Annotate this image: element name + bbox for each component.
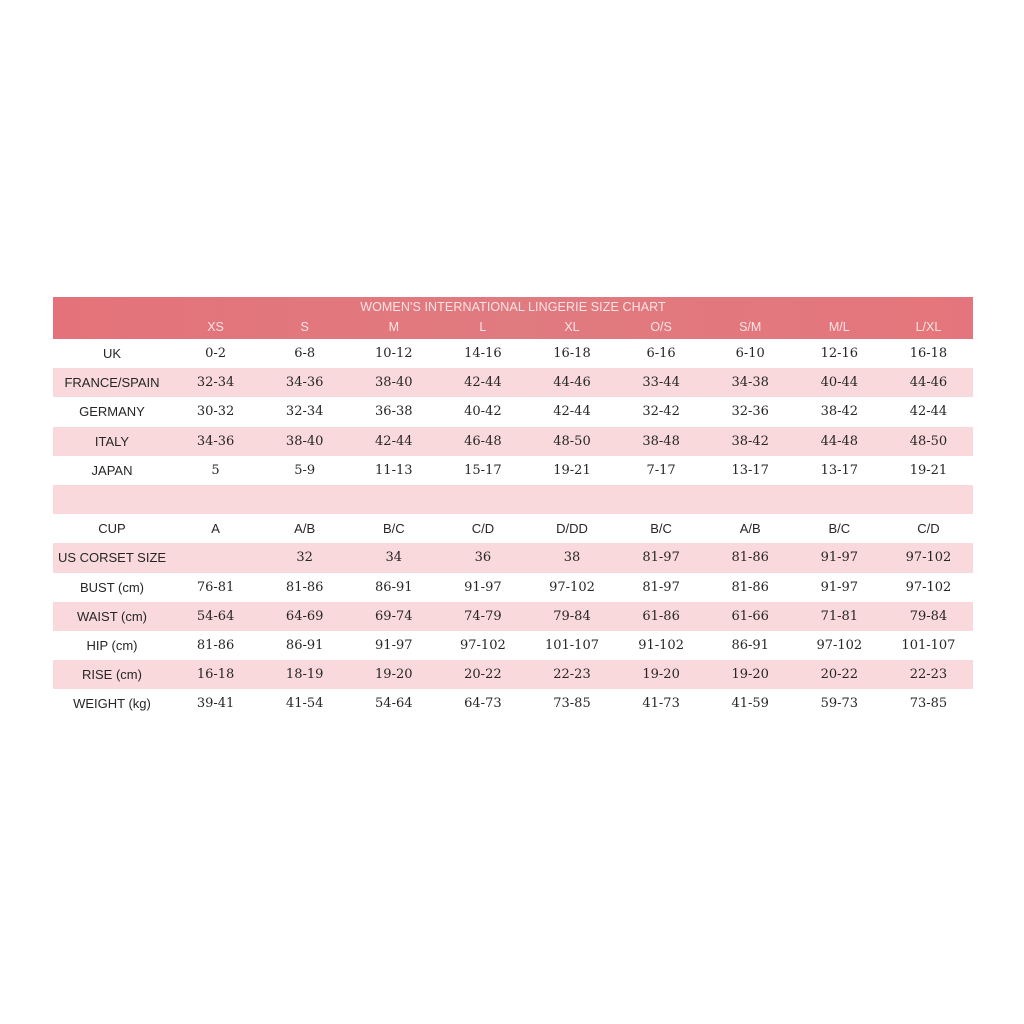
table-cell: 30-32: [196, 404, 235, 420]
table-cell: 16-18: [553, 346, 591, 362]
table-cell: 10-12: [375, 346, 413, 362]
table-cell: 76-81: [196, 579, 235, 595]
table-cell: 44-46: [553, 375, 591, 391]
table-cell: 81-97: [642, 550, 680, 566]
table-cell: 59-73: [820, 696, 859, 712]
table-cell: 42-44: [553, 404, 591, 420]
table-cell: 5: [211, 462, 220, 478]
table-cell: 18-19: [285, 667, 324, 683]
size-chart-table: [53, 297, 973, 718]
row-label: US CORSET SIZE: [57, 550, 167, 566]
row-label: WAIST (cm): [76, 608, 148, 624]
row-label: BUST (cm): [79, 579, 145, 595]
table-cell: 79-84: [909, 608, 948, 624]
table-cell: 6-8: [294, 346, 316, 362]
table-cell: 16-18: [196, 667, 235, 683]
table-cell: 91-97: [375, 637, 413, 653]
size-header: M: [388, 320, 399, 334]
table-cell: 19-20: [642, 667, 680, 683]
table-cell: 42-44: [464, 375, 502, 391]
table-cell: 32: [296, 550, 313, 566]
table-cell: 32-42: [642, 404, 680, 420]
table-cell: C/D: [471, 521, 495, 537]
table-cell: 97-102: [816, 637, 863, 653]
table-row: [53, 427, 973, 456]
table-cell: 0-2: [205, 346, 227, 362]
row-label: JAPAN: [91, 462, 133, 478]
size-header: XS: [207, 320, 224, 334]
table-cell: 69-74: [375, 608, 413, 624]
table-body: [53, 339, 973, 718]
table-cell: A/B: [294, 521, 316, 537]
size-header: S: [300, 320, 309, 334]
table-cell: 101-107: [544, 637, 599, 653]
size-header: XL: [564, 320, 580, 334]
table-cell: B/C: [828, 521, 851, 537]
table-cell: 14-16: [464, 346, 502, 362]
table-cell: 33-44: [642, 375, 680, 391]
table-cell: 38: [563, 550, 581, 566]
table-cell: 86-91: [285, 637, 324, 653]
table-cell: 6-16: [646, 346, 676, 362]
table-cell: 44-48: [820, 433, 859, 449]
table-cell: 81-86: [731, 550, 769, 566]
row-label: UK: [102, 346, 122, 362]
table-cell: 48-50: [553, 433, 591, 449]
table-cell: 38-42: [820, 404, 859, 420]
row-label: WEIGHT (kg): [73, 696, 151, 712]
size-header: L: [479, 320, 487, 334]
table-cell: 97-102: [460, 637, 506, 653]
table-cell: 73-85: [553, 696, 591, 712]
table-cell: 16-18: [909, 346, 948, 362]
table-cell: 81-86: [731, 579, 769, 595]
table-cell: 81-86: [196, 637, 235, 653]
chart-title: WOMEN'S INTERNATIONAL LINGERIE SIZE CHART: [360, 300, 666, 314]
table-cell: 42-44: [375, 433, 413, 449]
table-cell: 38-48: [642, 433, 680, 449]
table-cell: 64-73: [464, 696, 502, 712]
size-header: L/XL: [915, 320, 942, 334]
table-cell: 91-97: [820, 579, 859, 595]
table-cell: 34-38: [731, 375, 769, 391]
table-cell: 22-23: [909, 667, 948, 683]
table-cell: A/B: [739, 521, 761, 537]
table-cell: 36: [474, 550, 492, 566]
table-cell: 101-107: [901, 637, 956, 653]
table-header: [53, 297, 973, 339]
size-header: S/M: [739, 320, 762, 334]
table-cell: 44-46: [909, 375, 948, 391]
table-cell: 71-81: [820, 608, 859, 624]
table-cell: C/D: [917, 521, 940, 537]
table-cell: 38-40: [285, 433, 324, 449]
table-row: [53, 456, 973, 485]
table-cell: 19-20: [375, 667, 413, 683]
table-row: [53, 485, 973, 514]
table-cell: B/C: [382, 521, 405, 537]
table-cell: 91-97: [464, 579, 502, 595]
table-cell: D/DD: [556, 521, 588, 537]
table-cell: 20-22: [464, 667, 502, 683]
table-cell: 40-42: [464, 404, 502, 420]
row-label: FRANCE/SPAIN: [64, 375, 160, 391]
size-header: M/L: [828, 320, 850, 334]
table-row: [53, 689, 973, 718]
row-label: HIP (cm): [86, 637, 138, 653]
table-row: [53, 660, 973, 689]
table-cell: 34-36: [196, 433, 235, 449]
table-cell: 36-38: [375, 404, 413, 420]
table-cell: 97-102: [905, 579, 952, 595]
size-header-row: [53, 320, 973, 334]
table-row: [53, 397, 973, 426]
table-cell: 38-42: [731, 433, 769, 449]
table-row: [53, 573, 973, 602]
table-cell: 91-97: [820, 550, 859, 566]
table-cell: 15-17: [464, 462, 502, 478]
table-cell: 12-16: [820, 346, 859, 362]
table-row: [53, 514, 973, 543]
table-cell: 48-50: [909, 433, 948, 449]
table-cell: 7-17: [646, 462, 676, 478]
table-cell: 61-66: [731, 608, 769, 624]
table-cell: 32-34: [196, 375, 235, 391]
table-cell: 41-54: [285, 696, 324, 712]
table-cell: 11-13: [375, 462, 413, 478]
table-cell: 5-9: [294, 462, 316, 478]
table-cell: 34-36: [285, 375, 324, 391]
table-cell: 22-23: [553, 667, 591, 683]
table-cell: 86-91: [731, 637, 769, 653]
table-cell: 97-102: [549, 579, 595, 595]
table-cell: 79-84: [553, 608, 591, 624]
table-cell: 13-17: [731, 462, 769, 478]
table-cell: 46-48: [464, 433, 502, 449]
table-cell: 40-44: [820, 375, 859, 391]
table-cell: 20-22: [820, 667, 859, 683]
table-cell: 91-102: [638, 637, 684, 653]
table-cell: 19-21: [909, 462, 948, 478]
table-cell: 81-97: [642, 579, 680, 595]
table-row: [53, 543, 973, 572]
table-row: [53, 631, 973, 660]
table-cell: 38-40: [375, 375, 413, 391]
table-cell: 61-86: [642, 608, 680, 624]
table-cell: 39-41: [196, 696, 235, 712]
table-cell: 19-20: [731, 667, 769, 683]
row-label: RISE (cm): [82, 667, 142, 683]
table-cell: 54-64: [196, 608, 235, 624]
table-cell: 74-79: [464, 608, 502, 624]
table-cell: 64-69: [285, 608, 324, 624]
table-cell: 42-44: [909, 404, 948, 420]
row-label: GERMANY: [79, 404, 145, 420]
row-label: ITALY: [94, 433, 130, 449]
table-cell: 32-34: [285, 404, 324, 420]
table-cell: 81-86: [285, 579, 324, 595]
row-label: CUP: [98, 521, 126, 537]
table-cell: 34: [385, 550, 403, 566]
table-row: [53, 602, 973, 631]
table-cell: 97-102: [905, 550, 952, 566]
table-cell: 86-91: [375, 579, 413, 595]
table-cell: 41-59: [731, 696, 769, 712]
table-cell: 6-10: [735, 346, 765, 362]
table-cell: 19-21: [553, 462, 591, 478]
table-cell: 54-64: [375, 696, 413, 712]
table-row: [53, 339, 973, 368]
size-header: O/S: [650, 320, 672, 334]
table-cell: A: [211, 521, 220, 537]
table-cell: B/C: [650, 521, 672, 537]
header-corner: [53, 320, 171, 334]
table-cell: 32-36: [731, 404, 769, 420]
table-row: [53, 368, 973, 397]
table-cell: 41-73: [642, 696, 680, 712]
table-cell: 73-85: [909, 696, 948, 712]
table-cell: 13-17: [820, 462, 859, 478]
